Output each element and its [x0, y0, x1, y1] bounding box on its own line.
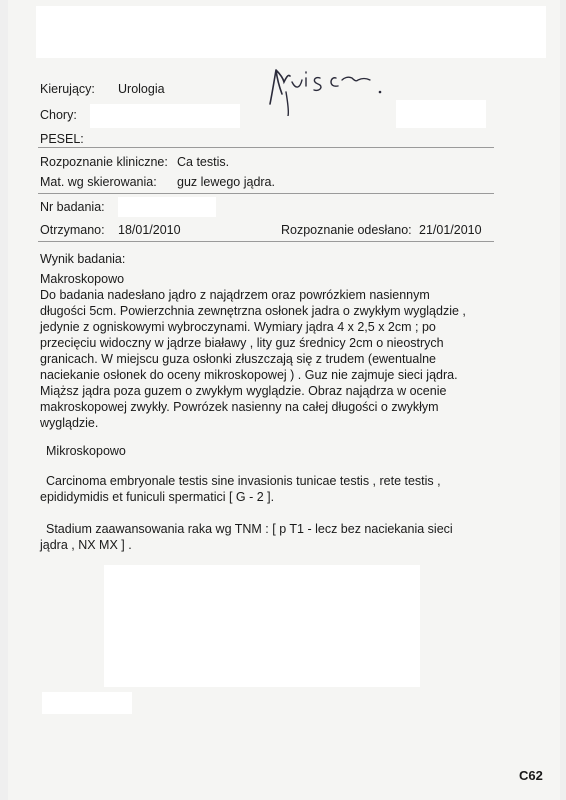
odeslano-label: Rozpoznanie odesłano:: [281, 223, 412, 237]
kierujacy-label: Kierujący:: [40, 82, 95, 96]
result-heading: Wynik badania:: [40, 252, 126, 266]
makro-line: przecięciu widoczny w jądrze białawy , lity guz średnicy 2cm o nieostrych: [40, 336, 444, 350]
divider-2: [38, 193, 494, 194]
makro-line: wyglądzie.: [40, 416, 99, 430]
stadium-line: Stadium zaawansowania raka wg TNM : [ p T1 - lecz bez naciekania sieci: [46, 522, 453, 536]
makro-line: granicach. W miejscu guza osłonki złuszczają się z trudem (ewentualne: [40, 352, 437, 366]
stadium-line: jądra , NX MX ] .: [40, 538, 132, 552]
chory-label: Chory:: [40, 108, 77, 122]
makro-line: Do badania nadesłano jądro z najądrzem oraz powrózkiem nasiennym: [40, 288, 430, 302]
redacted-patient-name: [90, 104, 240, 128]
otrzymano-label: Otrzymano:: [40, 223, 105, 237]
redacted-exam-number: [118, 197, 216, 217]
rozpoznanie-value: Ca testis.: [177, 155, 230, 169]
mikro-line: epididymidis et funiculi spermatici [ G - 2 ].: [40, 490, 275, 504]
handwritten-mark: [262, 64, 392, 116]
redacted-footer-name: [42, 692, 132, 714]
material-label: Mat. wg skierowania:: [40, 175, 157, 189]
otrzymano-value: 18/01/2010: [118, 223, 181, 237]
makro-heading: Makroskopowo: [40, 272, 125, 286]
redacted-signature-block: [104, 565, 420, 687]
makro-line: długości 5cm. Powierzchnia zewnętrzna osłonek jadra o zwykłym wyglądzie ,: [40, 304, 466, 318]
pesel-label: PESEL:: [40, 132, 84, 146]
makro-line: Miąższ jądra poza guzem o zwykłym wyglądzie. Obraz najądrza w ocenie: [40, 384, 447, 398]
footer-code: C62: [519, 768, 543, 783]
divider-1: [38, 147, 494, 148]
makro-line: jedynie z ogniskowymi wybroczynami. Wymiary jądra 4 x 2,5 x 2cm ; po: [40, 320, 436, 334]
divider-3: [38, 241, 494, 242]
odeslano-value: 21/01/2010: [419, 223, 482, 237]
mikro-line: Carcinoma embryonale testis sine invasionis tunicae testis , rete testis ,: [46, 474, 441, 488]
rozpoznanie-label: Rozpoznanie kliniczne:: [40, 155, 168, 169]
kierujacy-value: Urologia: [118, 82, 165, 96]
nr-badania-label: Nr badania:: [40, 200, 105, 214]
mikro-heading: Mikroskopowo: [46, 444, 126, 458]
redacted-header-block: [36, 6, 546, 58]
makro-line: makroskopowej zwykły. Powrózek nasienny na całej długości o zwykłym: [40, 400, 439, 414]
redacted-patient-id: [396, 100, 486, 128]
makro-line: naciekanie osłonek do oceny mikroskopowej ) . Guz nie zajmuje sieci jądra.: [40, 368, 458, 382]
material-value: guz lewego jądra.: [177, 175, 275, 189]
